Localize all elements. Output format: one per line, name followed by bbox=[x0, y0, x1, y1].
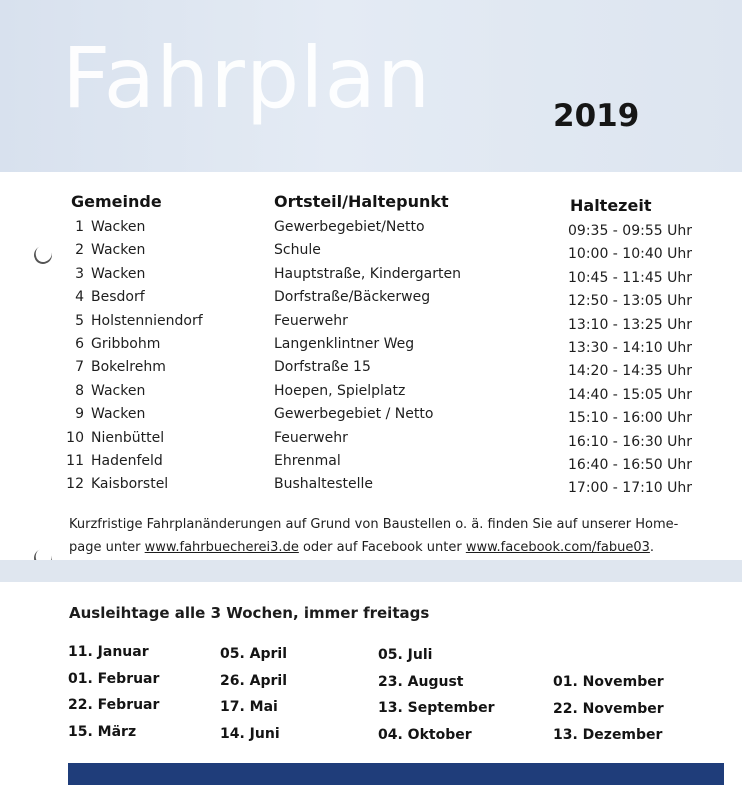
stop-number: 9 bbox=[75, 406, 84, 423]
table-row bbox=[0, 289, 742, 312]
table-row bbox=[0, 430, 742, 453]
table-row bbox=[0, 453, 742, 476]
ortsteil-cell: Dorfstraße/Bäckerweg bbox=[274, 289, 431, 306]
haltezeit-cell: 14:40 - 15:05 Uhr bbox=[568, 386, 692, 403]
table-row bbox=[0, 219, 742, 242]
loan-days-title: Ausleihtage alle 3 Wochen, immer freitags bbox=[69, 604, 430, 622]
gemeinde-cell: Hadenfeld bbox=[91, 453, 163, 469]
notice-line-2 bbox=[69, 536, 709, 559]
table-row bbox=[0, 242, 742, 265]
loan-date: 15. März bbox=[68, 723, 137, 740]
gemeinde-cell: Wacken bbox=[91, 219, 146, 235]
table-row bbox=[0, 359, 742, 382]
loan-date: 05. April bbox=[220, 646, 288, 662]
loan-date: 17. Mai bbox=[220, 699, 278, 715]
notice-line-2-prefix: page unter bbox=[69, 540, 145, 555]
gemeinde-cell: Wacken bbox=[91, 406, 146, 423]
haltezeit-cell: 10:45 - 11:45 Uhr bbox=[568, 269, 692, 286]
column-header-haltezeit: Haltezeit bbox=[570, 196, 652, 215]
haltezeit-cell: 09:35 - 09:55 Uhr bbox=[568, 223, 692, 239]
stop-number: 3 bbox=[75, 265, 84, 282]
table-row bbox=[0, 313, 742, 336]
ortsteil-cell: Dorfstraße 15 bbox=[274, 359, 371, 376]
stop-number: 10 bbox=[66, 429, 84, 446]
haltezeit-cell: 16:40 - 16:50 Uhr bbox=[568, 457, 692, 473]
loan-date: 13. September bbox=[378, 700, 495, 716]
column-header-gemeinde: Gemeinde bbox=[71, 192, 162, 211]
loan-date: 11. Januar bbox=[68, 644, 149, 660]
gemeinde-cell: Gribbohm bbox=[91, 336, 161, 352]
stop-number: 6 bbox=[75, 336, 84, 352]
homepage-link[interactable]: www.fahrbuecherei3.de bbox=[144, 540, 299, 555]
ortsteil-cell: Ehrenmal bbox=[274, 453, 341, 469]
table-row bbox=[0, 266, 742, 289]
haltezeit-cell: 14:20 - 14:35 Uhr bbox=[568, 363, 692, 380]
haltezeit-cell: 12:50 - 13:05 Uhr bbox=[568, 293, 692, 310]
notice-line-2-middle: oder auf Facebook unter bbox=[298, 540, 466, 555]
table-row bbox=[0, 476, 742, 499]
stop-number: 1 bbox=[75, 219, 84, 235]
loan-date: 05. Juli bbox=[378, 647, 433, 663]
gemeinde-cell: Wacken bbox=[91, 382, 146, 399]
page-title: Fahrplan bbox=[62, 29, 432, 127]
stop-number: 4 bbox=[75, 289, 84, 306]
table-row bbox=[0, 336, 742, 359]
facebook-link[interactable]: www.facebook.com/fabue03 bbox=[465, 540, 650, 555]
stop-number: 2 bbox=[75, 242, 84, 259]
gemeinde-cell: Wacken bbox=[91, 265, 146, 282]
haltezeit-cell: 13:30 - 14:10 Uhr bbox=[568, 340, 692, 356]
stop-number: 5 bbox=[75, 312, 84, 329]
ortsteil-cell: Gewerbegebiet / Netto bbox=[274, 406, 434, 423]
gemeinde-cell: Wacken bbox=[91, 242, 146, 259]
ortsteil-cell: Hoepen, Spielplatz bbox=[274, 382, 406, 399]
gemeinde-cell: Bokelrehm bbox=[91, 359, 166, 376]
gemeinde-cell: Besdorf bbox=[91, 289, 145, 306]
column-header-ortsteil: Ortsteil/Haltepunkt bbox=[274, 192, 449, 211]
haltezeit-cell: 17:00 - 17:10 Uhr bbox=[568, 480, 692, 497]
haltezeit-cell: 10:00 - 10:40 Uhr bbox=[568, 246, 692, 263]
loan-date: 26. April bbox=[220, 672, 288, 689]
ortsteil-cell: Feuerwehr bbox=[274, 312, 348, 329]
loan-date: 14. Juni bbox=[220, 725, 280, 742]
ortsteil-cell: Feuerwehr bbox=[274, 429, 348, 446]
divider-band bbox=[0, 560, 742, 582]
loan-date: 01. Februar bbox=[68, 670, 160, 687]
loan-date: 01. November bbox=[553, 674, 664, 690]
notice-line-1: Kurzfristige Fahrplanänderungen auf Grund von Baustellen o. ä. finden Sie auf unserer Home- bbox=[69, 517, 679, 532]
year-label: 2019 bbox=[553, 98, 640, 134]
gemeinde-cell: Holstenniendorf bbox=[91, 312, 203, 329]
stop-number: 8 bbox=[75, 382, 84, 399]
loan-date: 22. Februar bbox=[68, 697, 160, 713]
ortsteil-cell: Gewerbegebiet/Netto bbox=[274, 219, 425, 235]
gemeinde-cell: Kaisborstel bbox=[91, 476, 169, 493]
ortsteil-cell: Schule bbox=[274, 242, 321, 259]
haltezeit-cell: 13:10 - 13:25 Uhr bbox=[568, 316, 692, 333]
ortsteil-cell: Langenklintner Weg bbox=[274, 336, 415, 352]
loan-date: 04. Oktober bbox=[378, 726, 472, 743]
notice-text bbox=[69, 513, 709, 559]
gemeinde-cell: Nienbüttel bbox=[91, 429, 165, 446]
footer-bar bbox=[68, 763, 724, 785]
ortsteil-cell: Bushaltestelle bbox=[274, 476, 374, 493]
haltezeit-cell: 15:10 - 16:00 Uhr bbox=[568, 410, 692, 427]
haltezeit-cell: 16:10 - 16:30 Uhr bbox=[568, 433, 692, 450]
notice-line-2-suffix: . bbox=[649, 540, 655, 555]
stop-number: 7 bbox=[75, 359, 84, 376]
loan-date: 22. November bbox=[553, 700, 664, 717]
table-row bbox=[0, 383, 742, 406]
loan-date: 13. Dezember bbox=[553, 727, 663, 743]
stop-number: 12 bbox=[66, 476, 84, 493]
loan-date: 23. August bbox=[378, 673, 464, 690]
stop-number: 11 bbox=[66, 453, 84, 469]
table-row bbox=[0, 406, 742, 429]
ortsteil-cell: Hauptstraße, Kindergarten bbox=[274, 265, 461, 282]
